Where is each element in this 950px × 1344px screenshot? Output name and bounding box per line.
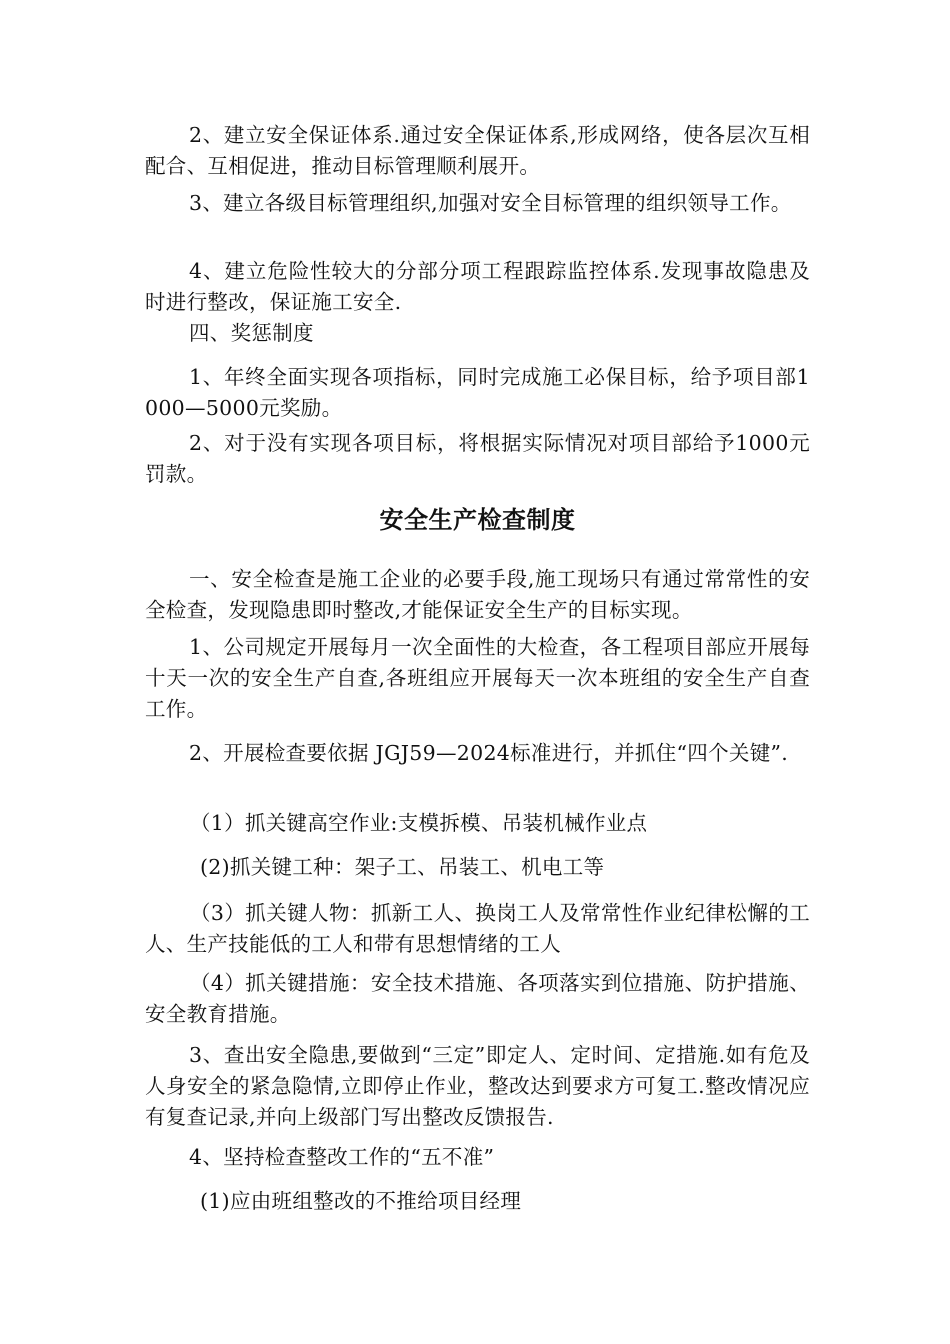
list-item-key-trades: (2)抓关键工种：架子工、吊装工、机电工等	[200, 855, 605, 879]
paragraph-inspection-standard: 2、开展检查要依据 JGJ59—2024标准进行，并抓住“四个关键”.	[189, 741, 789, 765]
paragraph-safety-system: 2、建立安全保证体系.通过安全保证体系,形成网络，使各层次互相配合、互相促进，推动目标管理顺利展开。	[145, 123, 810, 178]
paragraph-hazard-rectification: 3、查出安全隐患,要做到“三定”即定人、定时间、定措施.如有危及人身安全的紧急隐情,立即停止作业，整改达到要求方可复工.整改情况应有复查记录,并向上级部门写出整改反馈报告.	[145, 1043, 810, 1129]
paragraph-reward: 1、年终全面实现各项指标，同时完成施工必保目标，给予项目部1000—5000元奖励。	[145, 365, 810, 420]
paragraph-five-rules: 4、坚持检查整改工作的“五不准”	[189, 1145, 495, 1169]
paragraph-inspection-intro: 一、安全检查是施工企业的必要手段,施工现场只有通过常常性的安全检查，发现隐患即时整改,才能保证安全生产的目标实现。	[145, 567, 810, 622]
list-item-key-measures: （4）抓关键措施：安全技术措施、各项落实到位措施、防护措施、安全教育措施。	[145, 971, 810, 1026]
paragraph-penalty: 2、对于没有实现各项目标，将根据实际情况对项目部给予1000元罚款。	[145, 431, 810, 486]
list-item-team-rectification: (1)应由班组整改的不推给项目经理	[200, 1189, 522, 1213]
list-item-key-work: （1）抓关键高空作业:支模拆模、吊装机械作业点	[190, 811, 648, 835]
page-title: 安全生产检查制度	[379, 506, 576, 534]
paragraph-monitoring-system: 4、建立危险性较大的分部分项工程跟踪监控体系.发现事故隐患及时进行整改，保证施工安全.	[145, 259, 810, 314]
paragraph-target-organization: 3、建立各级目标管理组织,加强对安全目标管理的组织领导工作。	[189, 191, 792, 215]
list-item-key-people: （3）抓关键人物：抓新工人、换岗工人及常常性作业纪律松懈的工人、生产技能低的工人和带有思想情绪的工人	[145, 901, 810, 956]
paragraph-inspection-schedule: 1、公司规定开展每月一次全面性的大检查，各工程项目部应开展每十天一次的安全生产自查,各班组应开展每天一次本班组的安全生产自查工作。	[145, 635, 810, 721]
section-heading-rewards: 四、奖惩制度	[189, 321, 314, 345]
